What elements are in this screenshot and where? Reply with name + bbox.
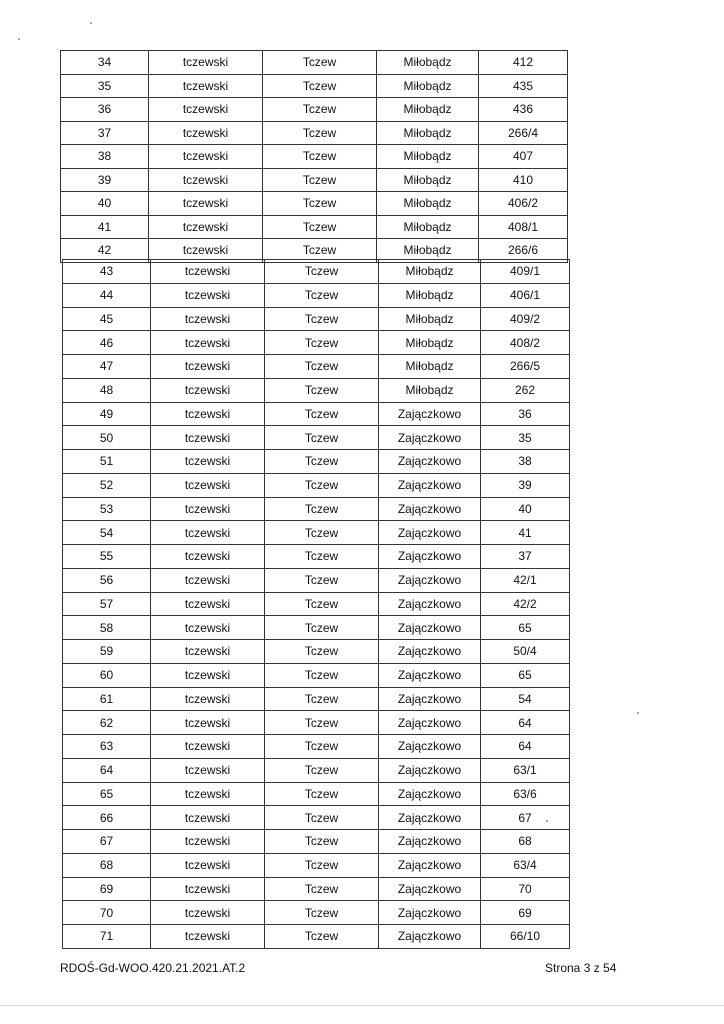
parcel-number-cell: 407 — [479, 145, 568, 169]
precinct-cell: Miłobądz — [377, 121, 479, 145]
table-row — [63, 687, 570, 711]
county-cell: tczewski — [151, 711, 265, 735]
county-cell: tczewski — [151, 402, 265, 426]
municipality-cell: Tczew — [265, 901, 379, 925]
county-cell: tczewski — [151, 545, 265, 569]
parcel-number-cell: 409/1 — [481, 260, 570, 284]
table-row — [63, 877, 570, 901]
row-number-cell: 40 — [61, 192, 149, 216]
municipality-cell: Tczew — [265, 473, 379, 497]
municipality-cell: Tczew — [263, 192, 377, 216]
county-cell: tczewski — [149, 192, 263, 216]
table-row — [63, 378, 570, 402]
county-cell: tczewski — [151, 260, 265, 284]
county-cell: tczewski — [151, 450, 265, 474]
table-row — [63, 426, 570, 450]
municipality-cell: Tczew — [265, 260, 379, 284]
municipality-cell: Tczew — [265, 592, 379, 616]
scan-speck — [18, 38, 20, 40]
row-number-cell: 69 — [63, 877, 151, 901]
parcel-number-cell: 410 — [479, 168, 568, 192]
precinct-cell: Miłobądz — [377, 51, 479, 75]
parcel-number-cell: 63/6 — [481, 782, 570, 806]
municipality-cell: Tczew — [265, 877, 379, 901]
precinct-cell: Miłobądz — [379, 378, 481, 402]
municipality-cell: Tczew — [265, 806, 379, 830]
municipality-cell: Tczew — [265, 331, 379, 355]
county-cell: tczewski — [151, 592, 265, 616]
parcel-number-cell: 412 — [479, 51, 568, 75]
parcel-number-cell: 63/4 — [481, 853, 570, 877]
municipality-cell: Tczew — [263, 239, 377, 263]
scan-speck — [637, 712, 639, 714]
row-number-cell: 68 — [63, 853, 151, 877]
row-number-cell: 49 — [63, 402, 151, 426]
parcel-number-cell: 36 — [481, 402, 570, 426]
table-row — [63, 782, 570, 806]
row-number-cell: 48 — [63, 378, 151, 402]
county-cell: tczewski — [149, 121, 263, 145]
table-row — [61, 168, 568, 192]
table-row — [63, 853, 570, 877]
precinct-cell: Zajączkowo — [379, 640, 481, 664]
row-number-cell: 52 — [63, 473, 151, 497]
row-number-cell: 43 — [63, 260, 151, 284]
row-number-cell: 71 — [63, 925, 151, 949]
municipality-cell: Tczew — [265, 758, 379, 782]
table-row — [63, 283, 570, 307]
row-number-cell: 67 — [63, 830, 151, 854]
municipality-cell: Tczew — [265, 450, 379, 474]
precinct-cell: Zajączkowo — [379, 616, 481, 640]
table-row — [61, 121, 568, 145]
parcel-number-cell: 63/1 — [481, 758, 570, 782]
municipality-cell: Tczew — [265, 402, 379, 426]
row-number-cell: 55 — [63, 545, 151, 569]
row-number-cell: 70 — [63, 901, 151, 925]
county-cell: tczewski — [149, 215, 263, 239]
table-row — [63, 806, 570, 830]
precinct-cell: Zajączkowo — [379, 426, 481, 450]
precinct-cell: Miłobądz — [379, 307, 481, 331]
parcel-number-cell: 408/2 — [481, 331, 570, 355]
county-cell: tczewski — [151, 307, 265, 331]
municipality-cell: Tczew — [265, 830, 379, 854]
county-cell: tczewski — [151, 758, 265, 782]
precinct-cell: Miłobądz — [379, 260, 481, 284]
county-cell: tczewski — [151, 901, 265, 925]
county-cell: tczewski — [149, 98, 263, 122]
precinct-cell: Zajączkowo — [379, 473, 481, 497]
table-row — [63, 355, 570, 379]
table-row — [63, 925, 570, 949]
county-cell: tczewski — [149, 74, 263, 98]
table-row — [63, 402, 570, 426]
county-cell: tczewski — [149, 239, 263, 263]
row-number-cell: 45 — [63, 307, 151, 331]
municipality-cell: Tczew — [265, 853, 379, 877]
parcel-number-cell: 54 — [481, 687, 570, 711]
county-cell: tczewski — [151, 663, 265, 687]
row-number-cell: 54 — [63, 521, 151, 545]
precinct-cell: Miłobądz — [379, 283, 481, 307]
precinct-cell: Zajączkowo — [379, 782, 481, 806]
precinct-cell: Zajączkowo — [379, 592, 481, 616]
row-number-cell: 62 — [63, 711, 151, 735]
row-number-cell: 35 — [61, 74, 149, 98]
municipality-cell: Tczew — [265, 687, 379, 711]
precinct-cell: Zajączkowo — [379, 687, 481, 711]
municipality-cell: Tczew — [263, 74, 377, 98]
precinct-cell: Zajączkowo — [379, 830, 481, 854]
county-cell: tczewski — [151, 877, 265, 901]
table-row — [61, 51, 568, 75]
parcel-number-cell: 69 — [481, 901, 570, 925]
precinct-cell: Miłobądz — [377, 74, 479, 98]
parcel-number-cell: 65 — [481, 616, 570, 640]
row-number-cell: 47 — [63, 355, 151, 379]
parcel-number-cell: 67 — [481, 806, 570, 830]
municipality-cell: Tczew — [265, 426, 379, 450]
parcel-number-cell: 42/2 — [481, 592, 570, 616]
row-number-cell: 50 — [63, 426, 151, 450]
municipality-cell: Tczew — [265, 497, 379, 521]
municipality-cell: Tczew — [263, 51, 377, 75]
municipality-cell: Tczew — [265, 782, 379, 806]
municipality-cell: Tczew — [265, 521, 379, 545]
table-row — [63, 735, 570, 759]
county-cell: tczewski — [151, 853, 265, 877]
parcel-number-cell: 65 — [481, 663, 570, 687]
table-row — [61, 145, 568, 169]
parcel-number-cell: 266/4 — [479, 121, 568, 145]
parcel-number-cell: 41 — [481, 521, 570, 545]
row-number-cell: 66 — [63, 806, 151, 830]
table-row — [63, 450, 570, 474]
scan-speck — [90, 22, 92, 24]
row-number-cell: 39 — [61, 168, 149, 192]
county-cell: tczewski — [151, 378, 265, 402]
precinct-cell: Zajączkowo — [379, 901, 481, 925]
county-cell: tczewski — [151, 640, 265, 664]
table-row — [63, 568, 570, 592]
row-number-cell: 57 — [63, 592, 151, 616]
row-number-cell: 41 — [61, 215, 149, 239]
row-number-cell: 36 — [61, 98, 149, 122]
county-cell: tczewski — [151, 830, 265, 854]
precinct-cell: Miłobądz — [379, 355, 481, 379]
row-number-cell: 44 — [63, 283, 151, 307]
parcel-table-part-2 — [62, 259, 570, 949]
county-cell: tczewski — [151, 426, 265, 450]
county-cell: tczewski — [151, 355, 265, 379]
county-cell: tczewski — [151, 521, 265, 545]
county-cell: tczewski — [151, 331, 265, 355]
municipality-cell: Tczew — [265, 545, 379, 569]
county-cell: tczewski — [151, 925, 265, 949]
parcel-number-cell: 39 — [481, 473, 570, 497]
parcel-number-cell: 262 — [481, 378, 570, 402]
parcel-number-cell: 66/10 — [481, 925, 570, 949]
precinct-cell: Miłobądz — [377, 192, 479, 216]
parcel-number-cell: 42/1 — [481, 568, 570, 592]
parcel-number-cell: 64 — [481, 735, 570, 759]
parcel-number-cell: 266/6 — [479, 239, 568, 263]
row-number-cell: 53 — [63, 497, 151, 521]
parcel-number-cell: 408/1 — [479, 215, 568, 239]
table-row — [63, 497, 570, 521]
row-number-cell: 42 — [61, 239, 149, 263]
county-cell: tczewski — [151, 473, 265, 497]
precinct-cell: Zajączkowo — [379, 450, 481, 474]
municipality-cell: Tczew — [263, 98, 377, 122]
municipality-cell: Tczew — [263, 121, 377, 145]
table-row — [63, 592, 570, 616]
parcel-number-cell: 70 — [481, 877, 570, 901]
table-row — [63, 307, 570, 331]
row-number-cell: 64 — [63, 758, 151, 782]
county-cell: tczewski — [151, 497, 265, 521]
municipality-cell: Tczew — [265, 307, 379, 331]
precinct-cell: Miłobądz — [379, 331, 481, 355]
precinct-cell: Zajączkowo — [379, 758, 481, 782]
table-row — [63, 758, 570, 782]
precinct-cell: Miłobądz — [377, 98, 479, 122]
table-row — [63, 711, 570, 735]
table-row — [63, 473, 570, 497]
row-number-cell: 60 — [63, 663, 151, 687]
parcel-number-cell: 409/2 — [481, 307, 570, 331]
table-row — [61, 74, 568, 98]
row-number-cell: 61 — [63, 687, 151, 711]
table-row — [61, 98, 568, 122]
precinct-cell: Zajączkowo — [379, 663, 481, 687]
precinct-cell: Zajączkowo — [379, 521, 481, 545]
precinct-cell: Miłobądz — [377, 145, 479, 169]
municipality-cell: Tczew — [265, 735, 379, 759]
table-row — [63, 521, 570, 545]
precinct-cell: Zajączkowo — [379, 545, 481, 569]
municipality-cell: Tczew — [265, 663, 379, 687]
municipality-cell: Tczew — [265, 568, 379, 592]
municipality-cell: Tczew — [263, 168, 377, 192]
document-reference: RDOŚ-Gd-WOO.420.21.2021.AT.2 — [60, 961, 246, 975]
municipality-cell: Tczew — [265, 616, 379, 640]
precinct-cell: Zajączkowo — [379, 568, 481, 592]
parcel-number-cell: 37 — [481, 545, 570, 569]
parcel-number-cell: 50/4 — [481, 640, 570, 664]
parcel-number-cell: 406/2 — [479, 192, 568, 216]
precinct-cell: Zajączkowo — [379, 877, 481, 901]
county-cell: tczewski — [151, 568, 265, 592]
municipality-cell: Tczew — [265, 711, 379, 735]
row-number-cell: 38 — [61, 145, 149, 169]
parcel-number-cell: 40 — [481, 497, 570, 521]
table-row — [61, 192, 568, 216]
row-number-cell: 65 — [63, 782, 151, 806]
municipality-cell: Tczew — [265, 355, 379, 379]
municipality-cell: Tczew — [263, 145, 377, 169]
county-cell: tczewski — [149, 145, 263, 169]
table-row — [61, 215, 568, 239]
county-cell: tczewski — [151, 283, 265, 307]
municipality-cell: Tczew — [265, 378, 379, 402]
precinct-cell: Miłobądz — [377, 239, 479, 263]
municipality-cell: Tczew — [265, 283, 379, 307]
parcel-number-cell: 35 — [481, 426, 570, 450]
row-number-cell: 59 — [63, 640, 151, 664]
county-cell: tczewski — [151, 806, 265, 830]
precinct-cell: Zajączkowo — [379, 735, 481, 759]
county-cell: tczewski — [151, 616, 265, 640]
county-cell: tczewski — [149, 168, 263, 192]
municipality-cell: Tczew — [263, 215, 377, 239]
municipality-cell: Tczew — [265, 925, 379, 949]
county-cell: tczewski — [151, 687, 265, 711]
parcel-number-cell: 436 — [479, 98, 568, 122]
precinct-cell: Zajączkowo — [379, 497, 481, 521]
table-row — [63, 663, 570, 687]
precinct-cell: Zajączkowo — [379, 711, 481, 735]
parcel-number-cell: 435 — [479, 74, 568, 98]
parcel-number-cell: 68 — [481, 830, 570, 854]
parcel-number-cell: 64 — [481, 711, 570, 735]
municipality-cell: Tczew — [265, 640, 379, 664]
precinct-cell: Miłobądz — [377, 168, 479, 192]
table-row — [63, 901, 570, 925]
parcel-table-part-1 — [60, 50, 568, 263]
row-number-cell: 63 — [63, 735, 151, 759]
row-number-cell: 56 — [63, 568, 151, 592]
table-row — [63, 260, 570, 284]
county-cell: tczewski — [149, 51, 263, 75]
county-cell: tczewski — [151, 782, 265, 806]
county-cell: tczewski — [151, 735, 265, 759]
row-number-cell: 58 — [63, 616, 151, 640]
row-number-cell: 37 — [61, 121, 149, 145]
table-row — [63, 331, 570, 355]
precinct-cell: Zajączkowo — [379, 806, 481, 830]
parcel-number-cell: 266/5 — [481, 355, 570, 379]
table-row — [63, 545, 570, 569]
page-bottom-rule — [0, 1005, 724, 1006]
precinct-cell: Zajączkowo — [379, 853, 481, 877]
row-number-cell: 46 — [63, 331, 151, 355]
parcel-number-cell: 406/1 — [481, 283, 570, 307]
precinct-cell: Miłobądz — [377, 215, 479, 239]
table-row — [63, 640, 570, 664]
row-number-cell: 34 — [61, 51, 149, 75]
row-number-cell: 51 — [63, 450, 151, 474]
precinct-cell: Zajączkowo — [379, 925, 481, 949]
table-row — [63, 830, 570, 854]
page-number: Strona 3 z 54 — [545, 961, 617, 975]
table-row — [63, 616, 570, 640]
precinct-cell: Zajączkowo — [379, 402, 481, 426]
parcel-number-cell: 38 — [481, 450, 570, 474]
